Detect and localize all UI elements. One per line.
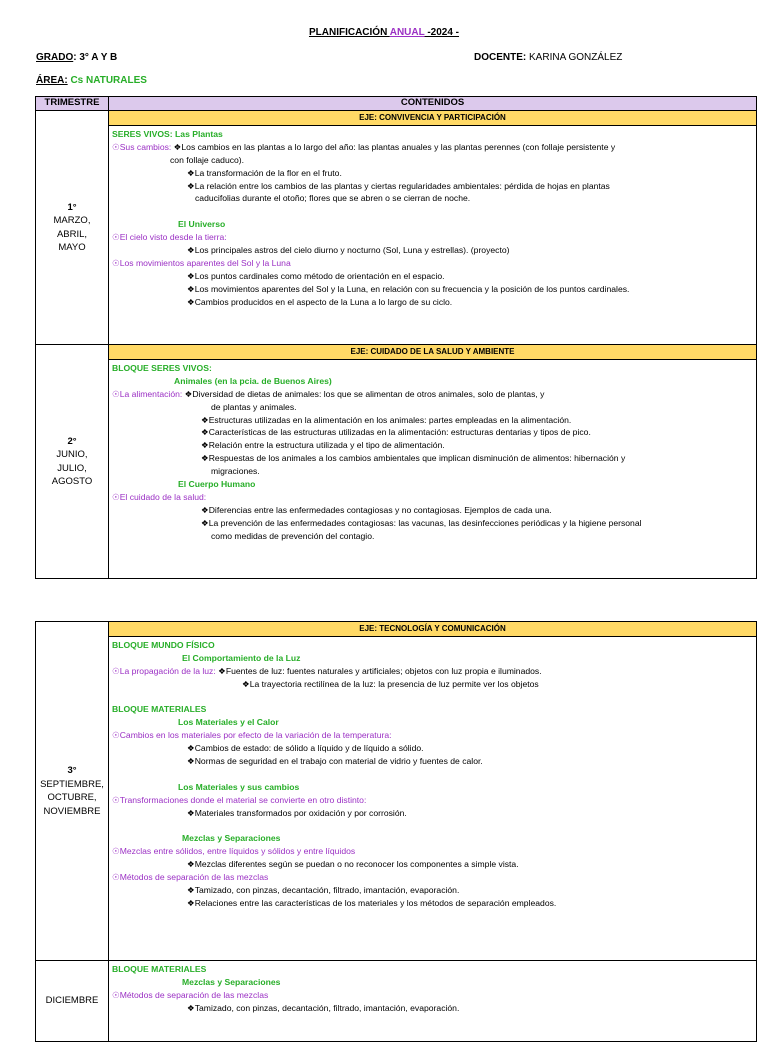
content-line-text: ❖Relación entre la estructura utilizada y el tipo de alimentación. (201, 440, 445, 451)
content-line-text: ❖Tamizado, con pinzas, decantación, filtrado, imantación, evaporación. (187, 1002, 460, 1013)
content-line (112, 665, 756, 678)
trimester-row-2 (36, 345, 757, 360)
content-line-text: migraciones. (211, 466, 260, 477)
content-line-text: ❖Tamizado, con pinzas, decantación, filtrado, imantación, evaporación. (187, 884, 460, 895)
content-line (112, 691, 756, 704)
content-line (112, 729, 756, 742)
content-line-text: ☉La alimentación: (112, 388, 183, 399)
content-line (112, 154, 756, 167)
content-line-text: ☉Sus cambios: (112, 141, 172, 152)
content-line (112, 167, 756, 180)
content-cell-2 (109, 360, 757, 579)
content-line (112, 755, 756, 768)
title-part-2: ANUAL (389, 27, 425, 38)
grado-label: GRADO (36, 52, 74, 63)
content-line-text: BLOQUE MUNDO FÍSICO (112, 640, 215, 650)
content-line (112, 517, 756, 530)
content-line-continuation: ❖Los cambios en las plantas a lo largo del año: las plantas anuales y las plantas perennes (con follaje persistente y (171, 141, 616, 152)
content-line (112, 426, 756, 439)
trimester-month: AGOSTO (51, 476, 93, 487)
content-line (112, 244, 756, 257)
content-line (112, 192, 756, 205)
docente-field (474, 52, 622, 63)
trimester-number: 3° (67, 765, 77, 776)
content-line-text: BLOQUE MATERIALES (112, 704, 207, 715)
content-line-text: Los Materiales y sus cambios (178, 781, 300, 792)
content-line-continuation: ❖Diversidad de dietas de animales: los que se alimentan de otros animales, solo de plantas, y (182, 388, 545, 399)
planning-table-1 (35, 96, 757, 579)
content-line (112, 231, 756, 244)
trimester-month: NOVIEMBRE (43, 805, 101, 817)
title-part-1: PLANIFICACIÓN (308, 27, 390, 38)
content-line-text: El Comportamiento de la Luz (182, 652, 301, 663)
content-line (112, 989, 756, 1002)
content-line (112, 976, 756, 989)
content-line-text: Mezclas y Separaciones (182, 833, 281, 844)
grado-value: : 3° A Y B (73, 52, 118, 63)
content-line (112, 884, 756, 897)
content-line (112, 530, 756, 543)
planning-table-2 (35, 621, 757, 1042)
content-line (112, 1002, 756, 1015)
content-line (112, 871, 756, 884)
content-line (112, 218, 756, 231)
content-line-text: ❖Cambios producidos en el aspecto de la Luna a lo largo de su ciclo. (187, 296, 453, 307)
content-line (112, 270, 756, 283)
table-header-row (36, 97, 757, 111)
content-line-text: ❖La prevención de las enfermedades contagiosas: las vacunas, las desinfecciones periódicas y la higiene personal (201, 517, 642, 528)
content-line (112, 639, 756, 652)
docente-value: KARINA GONZÁLEZ (526, 52, 623, 63)
eje-banner-2: EJE: CUIDADO DE LA SALUD Y AMBIENTE (109, 345, 757, 360)
content-line-text: como medidas de prevención del contagio. (211, 530, 375, 541)
content-line (112, 781, 756, 794)
content-line (112, 283, 756, 296)
content-line-text: BLOQUE MATERIALES (112, 964, 207, 974)
trimester-month: MARZO, (53, 215, 91, 226)
trimester-number: 2° (67, 435, 77, 447)
trimester-cell-1 (36, 111, 109, 345)
content-line-text: ❖Los movimientos aparentes del Sol y la Luna, en relación con su frecuencia y la posición de los puntos cardinales. (187, 283, 630, 294)
trimester-row-4 (36, 961, 757, 1042)
area-value: Cs NATURALES (67, 75, 147, 86)
trimester-row-1 (36, 111, 757, 126)
content-cell-1 (109, 126, 757, 345)
content-line (112, 180, 756, 193)
content-line-text: ❖Relaciones entre las características de los materiales y los métodos de separación empleados. (187, 897, 557, 908)
content-line-text: ☉Transformaciones donde el material se convierte en otro distinto: (112, 794, 367, 805)
content-line-text: ☉La propagación de la luz: (112, 665, 216, 676)
content-line (112, 205, 756, 218)
content-line-text: ☉El cuidado de la salud: (112, 491, 207, 502)
content-line (112, 478, 756, 491)
trimester-month: JUNIO, (56, 449, 88, 460)
content-cell-3 (109, 637, 757, 961)
content-line (112, 832, 756, 845)
content-line-text: ❖Estructuras utilizadas en la alimentación en los animales: partes empleadas en la alimentación. (201, 414, 572, 425)
header-trimestre: TRIMESTRE (36, 97, 109, 111)
content-line (112, 963, 756, 976)
content-line (112, 794, 756, 807)
content-line-text: ❖La transformación de la flor en el fruto. (187, 167, 342, 178)
content-line-text: ❖Características de las estructuras utilizadas en la alimentación: estructuras dentarias y tipos de pico. (201, 427, 591, 438)
header-contenidos: CONTENIDOS (109, 97, 757, 111)
trimester-row-3 (36, 622, 757, 637)
content-line (112, 491, 756, 504)
trimester-month: OCTUBRE, (47, 792, 97, 803)
content-line (112, 465, 756, 478)
content-line (112, 819, 756, 832)
content-line-text: ❖Respuestas de los animales a los cambios ambientales que implican disminución de alimentos: hibernación y (201, 453, 626, 464)
content-line-text: ❖Materiales transformados por oxidación y por corrosión. (187, 807, 407, 818)
content-line-text: ❖Normas de seguridad en el trabajo con material de vidrio y fuentes de calor. (187, 756, 483, 767)
content-line-text: caducifolias durante el otoño; flores que se abren o se cierran de noche. (195, 193, 471, 204)
grado-field (36, 52, 117, 63)
content-line (112, 845, 756, 858)
content-line-text: ❖La trayectoria rectilínea de la luz: la presencia de luz permite ver los objetos (242, 678, 539, 689)
content-line-text: ❖Los puntos cardinales como método de orientación en el espacio. (187, 270, 445, 281)
content-line-text: ☉Los movimientos aparentes del Sol y la Luna (112, 257, 291, 268)
content-line-text: ☉Mezclas entre sólidos, entre líquidos y sólidos y entre líquidos (112, 846, 356, 857)
area-label: ÁREA: (36, 75, 68, 86)
content-line (112, 375, 756, 388)
content-line-text: de plantas y animales. (211, 401, 297, 412)
content-line (112, 742, 756, 755)
content-line-text: ☉El cielo visto desde la tierra: (112, 232, 227, 243)
content-line-text: ❖Cambios de estado: de sólido a líquido y de líquido a sólido. (187, 743, 424, 754)
eje-banner-1: EJE: CONVIVENCIA Y PARTICIPACIÓN (109, 111, 757, 126)
trimester-month: SEPTIEMBRE, (40, 778, 104, 790)
content-line-text: ❖Diferencias entre las enfermedades contagiosas y no contagiosas. Ejemplos de cada una. (201, 504, 552, 515)
content-line-text: ☉Cambios en los materiales por efecto de la variación de la temperatura: (112, 730, 392, 741)
content-line-text: BLOQUE SERES VIVOS: (112, 363, 212, 373)
content-line-text: SERES VIVOS: Las Plantas (112, 129, 223, 139)
content-line-text: ☉Métodos de separación de las mezclas (112, 989, 269, 1000)
title-part-3: -2024 - (424, 27, 460, 38)
content-line-continuation: ❖Fuentes de luz: fuentes naturales y artificiales; objetos con luz propia e iluminados. (215, 665, 542, 676)
content-line-text: El Universo (178, 219, 226, 230)
content-line-text: ❖Mezclas diferentes según se puedan o no reconocer los componentes a simple vista. (187, 859, 519, 870)
content-line-text: con follaje caduco). (170, 154, 245, 165)
trimester-cell-2 (36, 345, 109, 579)
content-line (112, 296, 756, 309)
content-line (112, 388, 756, 401)
trimester-month: JULIO, (57, 462, 87, 474)
docente-label: DOCENTE: (474, 52, 527, 63)
content-line (112, 439, 756, 452)
content-line (112, 128, 756, 141)
content-line-text: ❖Los principales astros del cielo diurno y nocturno (Sol, Luna y estrellas). (proyecto) (187, 245, 510, 256)
trimester-month: MAYO (58, 242, 86, 253)
content-line-text: ❖La relación entre los cambios de las plantas y ciertas regularidades ambientales: pérdida de hojas en plantas (187, 180, 610, 191)
content-line-text: Mezclas y Separaciones (182, 976, 281, 987)
content-line (112, 678, 756, 691)
content-line (112, 897, 756, 910)
content-line (112, 858, 756, 871)
content-line (112, 401, 756, 414)
eje-banner-3: EJE: TECNOLOGÍA Y COMUNICACIÓN (109, 622, 757, 637)
content-line (112, 703, 756, 716)
content-line (112, 362, 756, 375)
content-line-text: ☉Métodos de separación de las mezclas (112, 872, 269, 883)
content-line-text: Los Materiales y el Calor (178, 717, 279, 728)
content-line (112, 807, 756, 820)
trimester-month: DICIEMBRE (45, 995, 99, 1007)
content-line (112, 452, 756, 465)
content-line (112, 257, 756, 270)
content-line (112, 716, 756, 729)
content-line (112, 414, 756, 427)
trimester-month: ABRIL, (56, 228, 88, 240)
trimester-cell-3 (36, 622, 109, 961)
trimester-cell-4 (36, 961, 109, 1042)
content-line (112, 652, 756, 665)
document-title (0, 27, 768, 38)
content-cell-4 (109, 961, 757, 1042)
content-line (112, 768, 756, 781)
content-line (112, 141, 756, 154)
area-field (36, 75, 147, 86)
content-line-text: Animales (en la pcia. de Buenos Aires) (174, 375, 332, 386)
content-line-text: El Cuerpo Humano (178, 479, 256, 490)
trimester-number: 1° (67, 201, 77, 213)
content-line (112, 504, 756, 517)
